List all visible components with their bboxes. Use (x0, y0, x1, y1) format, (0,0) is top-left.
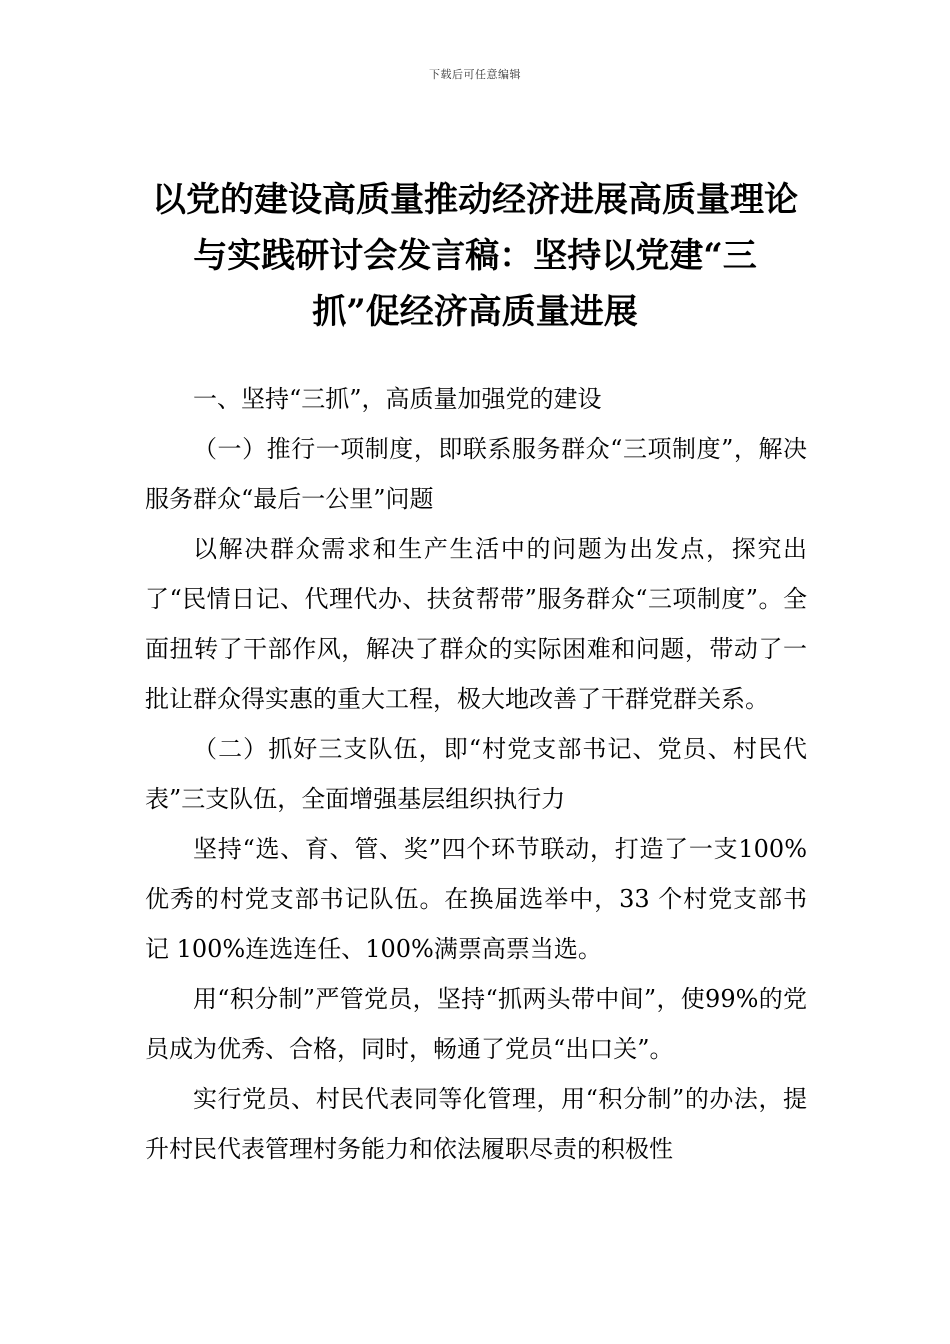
header-note: 下载后可任意编辑 (429, 68, 521, 81)
subsection-heading-1: （一）推行一项制度，即联系服务群众“三项制度”，解决服务群众“最后一公里”问题 (145, 435, 807, 513)
document-body (145, 374, 807, 1174)
document-title: 以党的建设高质量推动经济进展高质量理论与实践研讨会发言稿：坚持以党建“三抓”促经济高质量进展 (152, 180, 798, 332)
body-paragraph: 用“积分制”严管党员，坚持“抓两头带中间”，使99%的党员成为优秀、合格，同时，畅通了党员“出口关”。 (145, 985, 807, 1063)
body-paragraph: 实行党员、村民代表同等化管理，用“积分制”的办法，提升村民代表管理村务能力和依法履职尽责的积极性 (145, 1085, 807, 1163)
body-paragraph: 以解决群众需求和生产生活中的问题为出发点，探究出了“民情日记、代理代办、扶贫帮带”服务群众“三项制度”。全面扭转了干部作风，解决了群众的实际困难和问题，带动了一批让群众得实惠的重大工程，极大地改善了干群党群关系。 (145, 535, 807, 713)
section-heading-1: 一、坚持“三抓”，高质量加强党的建设 (193, 385, 602, 413)
subsection-heading-2: （二）抓好三支队伍，即“村党支部书记、党员、村民代表”三支队伍，全面增强基层组织执行力 (145, 735, 807, 813)
body-paragraph: 坚持“选、育、管、奖”四个环节联动，打造了一支100%优秀的村党支部书记队伍。在换届选举中，33 个村党支部书记 100%连选连任、100%满票高票当选。 (145, 835, 807, 963)
